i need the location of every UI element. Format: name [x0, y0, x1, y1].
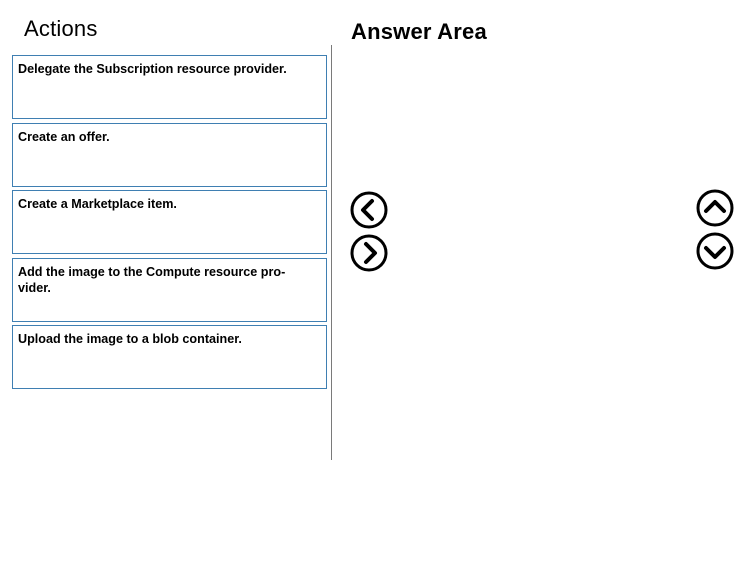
panel-divider — [331, 45, 332, 460]
action-item[interactable] — [12, 325, 327, 389]
chevron-right-circle-icon — [349, 233, 389, 273]
action-item-label: Add the image to the Compute resource pro- vider. — [18, 264, 286, 295]
chevron-left-circle-icon — [349, 190, 389, 230]
actions-list — [12, 55, 327, 393]
chevron-up-circle-icon — [695, 188, 735, 228]
actions-heading: Actions — [24, 16, 98, 41]
chevron-down-circle-icon — [695, 231, 735, 271]
action-item-label: Delegate the Subscription resource provider. — [18, 62, 287, 76]
action-item-label: Create an offer. — [18, 129, 110, 144]
action-item[interactable] — [12, 123, 327, 187]
action-item-label: Create a Marketplace item. — [18, 197, 177, 211]
move-up-button[interactable] — [695, 188, 735, 228]
move-down-button[interactable] — [695, 231, 735, 271]
answer-area-heading: Answer Area — [351, 19, 487, 44]
action-item[interactable] — [12, 258, 327, 322]
action-item-label: Upload the image to a blob container. — [18, 332, 242, 346]
action-item[interactable] — [12, 55, 327, 119]
answer-area-dropzone[interactable] — [395, 55, 685, 455]
action-item[interactable] — [12, 190, 327, 254]
move-left-button[interactable] — [349, 190, 389, 230]
move-right-button[interactable] — [349, 233, 389, 273]
